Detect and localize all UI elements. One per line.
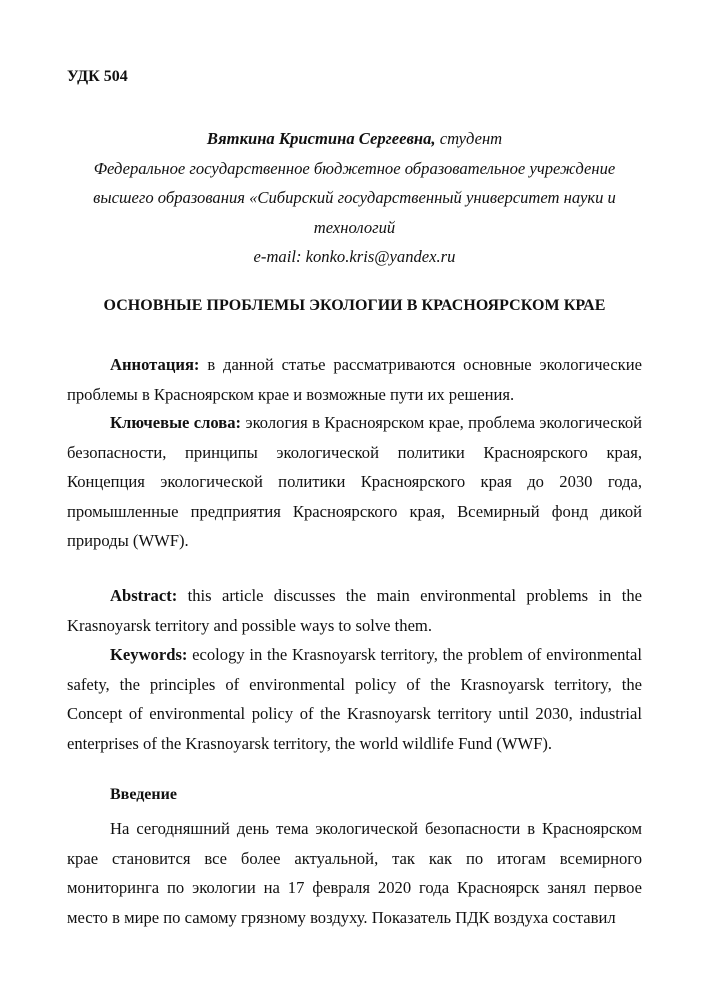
- intro-heading: Введение: [110, 786, 177, 803]
- keywords-en-label: Keywords:: [110, 645, 188, 664]
- affiliation-line-3: технологий: [313, 217, 396, 237]
- author-email: e-mail: konko.kris@yandex.ru: [253, 247, 456, 266]
- affiliation-line-2: высшего образования «Сибирский государственный университет науки и: [93, 188, 616, 207]
- article-title: ОСНОВНЫЕ ПРОБЛЕМЫ ЭКОЛОГИИ В КРАСНОЯРСКОМ КРАЕ: [103, 297, 606, 314]
- author-role: студент: [435, 129, 503, 148]
- author-name: Вяткина Кристина Сергеевна,: [206, 129, 436, 148]
- udk-code: УДК 504: [67, 68, 128, 85]
- keywords-ru-label: Ключевые слова:: [110, 413, 242, 432]
- keywords-en-text: ecology in the Krasnoyarsk territory, the problem of environmental safety, the principles of environmental policy of the Krasnoyarsk territory, the Concept of environmental policy of the Krasnoyarsk territory until 2030, industrial enterprises of the Krasnoyarsk territory, the world wildlife Fund (WWF).: [67, 645, 642, 753]
- abstract-text: this article discusses the main environmental problems in the Krasnoyarsk territory and possible ways to solve them.: [67, 586, 642, 635]
- keywords-ru-text: экология в Красноярском крае, проблема экологической безопасности, принципы экологической политики Красноярского края, Концепция экологической политики Красноярского края до 2030 года, промышленные предприятия Красноярского края, Всемирный фонд дикой природы (WWF).: [67, 413, 642, 550]
- annotation-paragraph: [67, 350, 642, 409]
- annotation-label: Аннотация:: [110, 355, 200, 374]
- keywords-ru-paragraph: [67, 408, 642, 556]
- keywords-en-paragraph: [67, 640, 642, 758]
- abstract-paragraph: [67, 581, 642, 640]
- intro-paragraph: На сегодняшний день тема экологической безопасности в Красноярском крае становится все более актуальной, так как по итогам всемирного мониторинга по экологии на 17 февраля 2020 года Красноярск занял первое место в мире по самому грязному воздуху. Показатель ПДК воздуха составил: [67, 819, 642, 927]
- affiliation-line-1: Федеральное государственное бюджетное образовательное учреждение: [93, 158, 616, 178]
- author-block: [60, 124, 649, 272]
- annotation-text: в данной статье рассматриваются основные экологические проблемы в Красноярском крае и возможные пути их решения.: [67, 355, 642, 404]
- abstract-label: Abstract:: [110, 586, 178, 605]
- author-line: [60, 124, 649, 154]
